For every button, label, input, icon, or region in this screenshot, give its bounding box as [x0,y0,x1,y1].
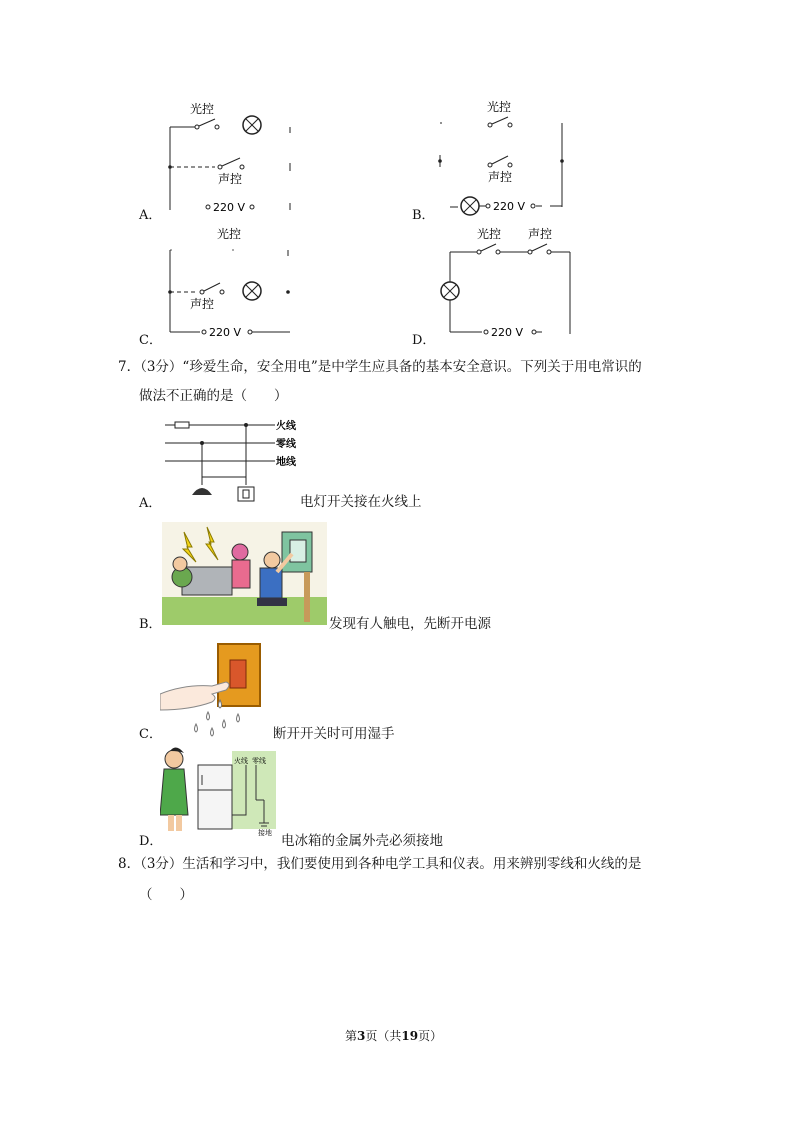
sound-control-label: 声控 [488,170,513,184]
q7-option-a-label: A． [139,496,162,511]
electric-shock-rescue-image [162,522,327,625]
voltage-label: 220 V [491,326,524,339]
q7-option-b-text: 发现有人触电，先断开电源 [329,616,491,632]
voltage-label: 220 V [209,326,242,339]
sound-control-label: 声控 [190,297,215,311]
footer-page-number: 3 [357,1029,366,1043]
voltage-label: 220 V [213,201,246,214]
q7-stem-line2: 做法不正确的是（ ） [139,388,288,404]
option-a-label: A． [139,208,162,223]
footer-suffix: 页） [418,1029,443,1043]
circuit-a-diagram [160,95,300,220]
neutral-wire-label: 零线 [276,439,296,450]
q7-option-c-label: C． [139,727,162,742]
fridge-live-label: 火线 [234,757,248,765]
circuit-c-diagram [160,222,300,342]
wet-hand-switch-image [160,640,265,740]
fridge-ground-label: 接地 [258,829,272,837]
fridge-grounding-image [160,745,278,837]
fridge-neutral-label: 零线 [252,757,266,765]
ground-wire-label: 地线 [276,457,296,468]
q7-stem-line1: 7．（3分）“珍爱生命，安全用电”是中学生应具备的基本安全意识。下列关于用电常识的 [118,359,642,375]
light-control-label: 光控 [477,227,502,241]
footer-total-pages: 19 [401,1029,419,1043]
page-footer [345,1027,442,1044]
q7-option-d-label: D． [139,834,163,849]
light-control-label: 光控 [217,227,242,241]
circuit-d-diagram [430,222,580,342]
switch-icon [238,487,254,501]
option-c-label: C． [139,333,162,348]
footer-middle: 页（共 [365,1029,402,1043]
light-control-label: 光控 [190,102,215,116]
option-b-label: B． [412,208,435,223]
wiring-diagram-image [160,415,310,507]
q7-option-c-text: 断开开关时可用湿手 [273,726,395,742]
footer-prefix: 第 [345,1029,358,1043]
sound-control-label: 声控 [528,227,553,241]
q7-option-b-label: B． [139,617,162,632]
q8-stem-line1: 8．（3分）生活和学习中，我们要使用到各种电学工具和仪表。用来辨别零线和火线的是 [118,856,642,872]
option-d-label: D． [412,333,436,348]
voltage-label: 220 V [493,200,526,213]
circuit-b-diagram [430,95,580,220]
q7-option-d-text: 电冰箱的金属外壳必须接地 [281,833,443,849]
q8-stem-line2: （ ） [139,887,193,903]
sound-control-label: 声控 [218,172,243,186]
q7-option-a-text: 电灯开关接在火线上 [300,494,422,510]
light-control-label: 光控 [487,100,512,114]
live-wire-label: 火线 [276,421,296,432]
lamp-icon [192,488,212,495]
